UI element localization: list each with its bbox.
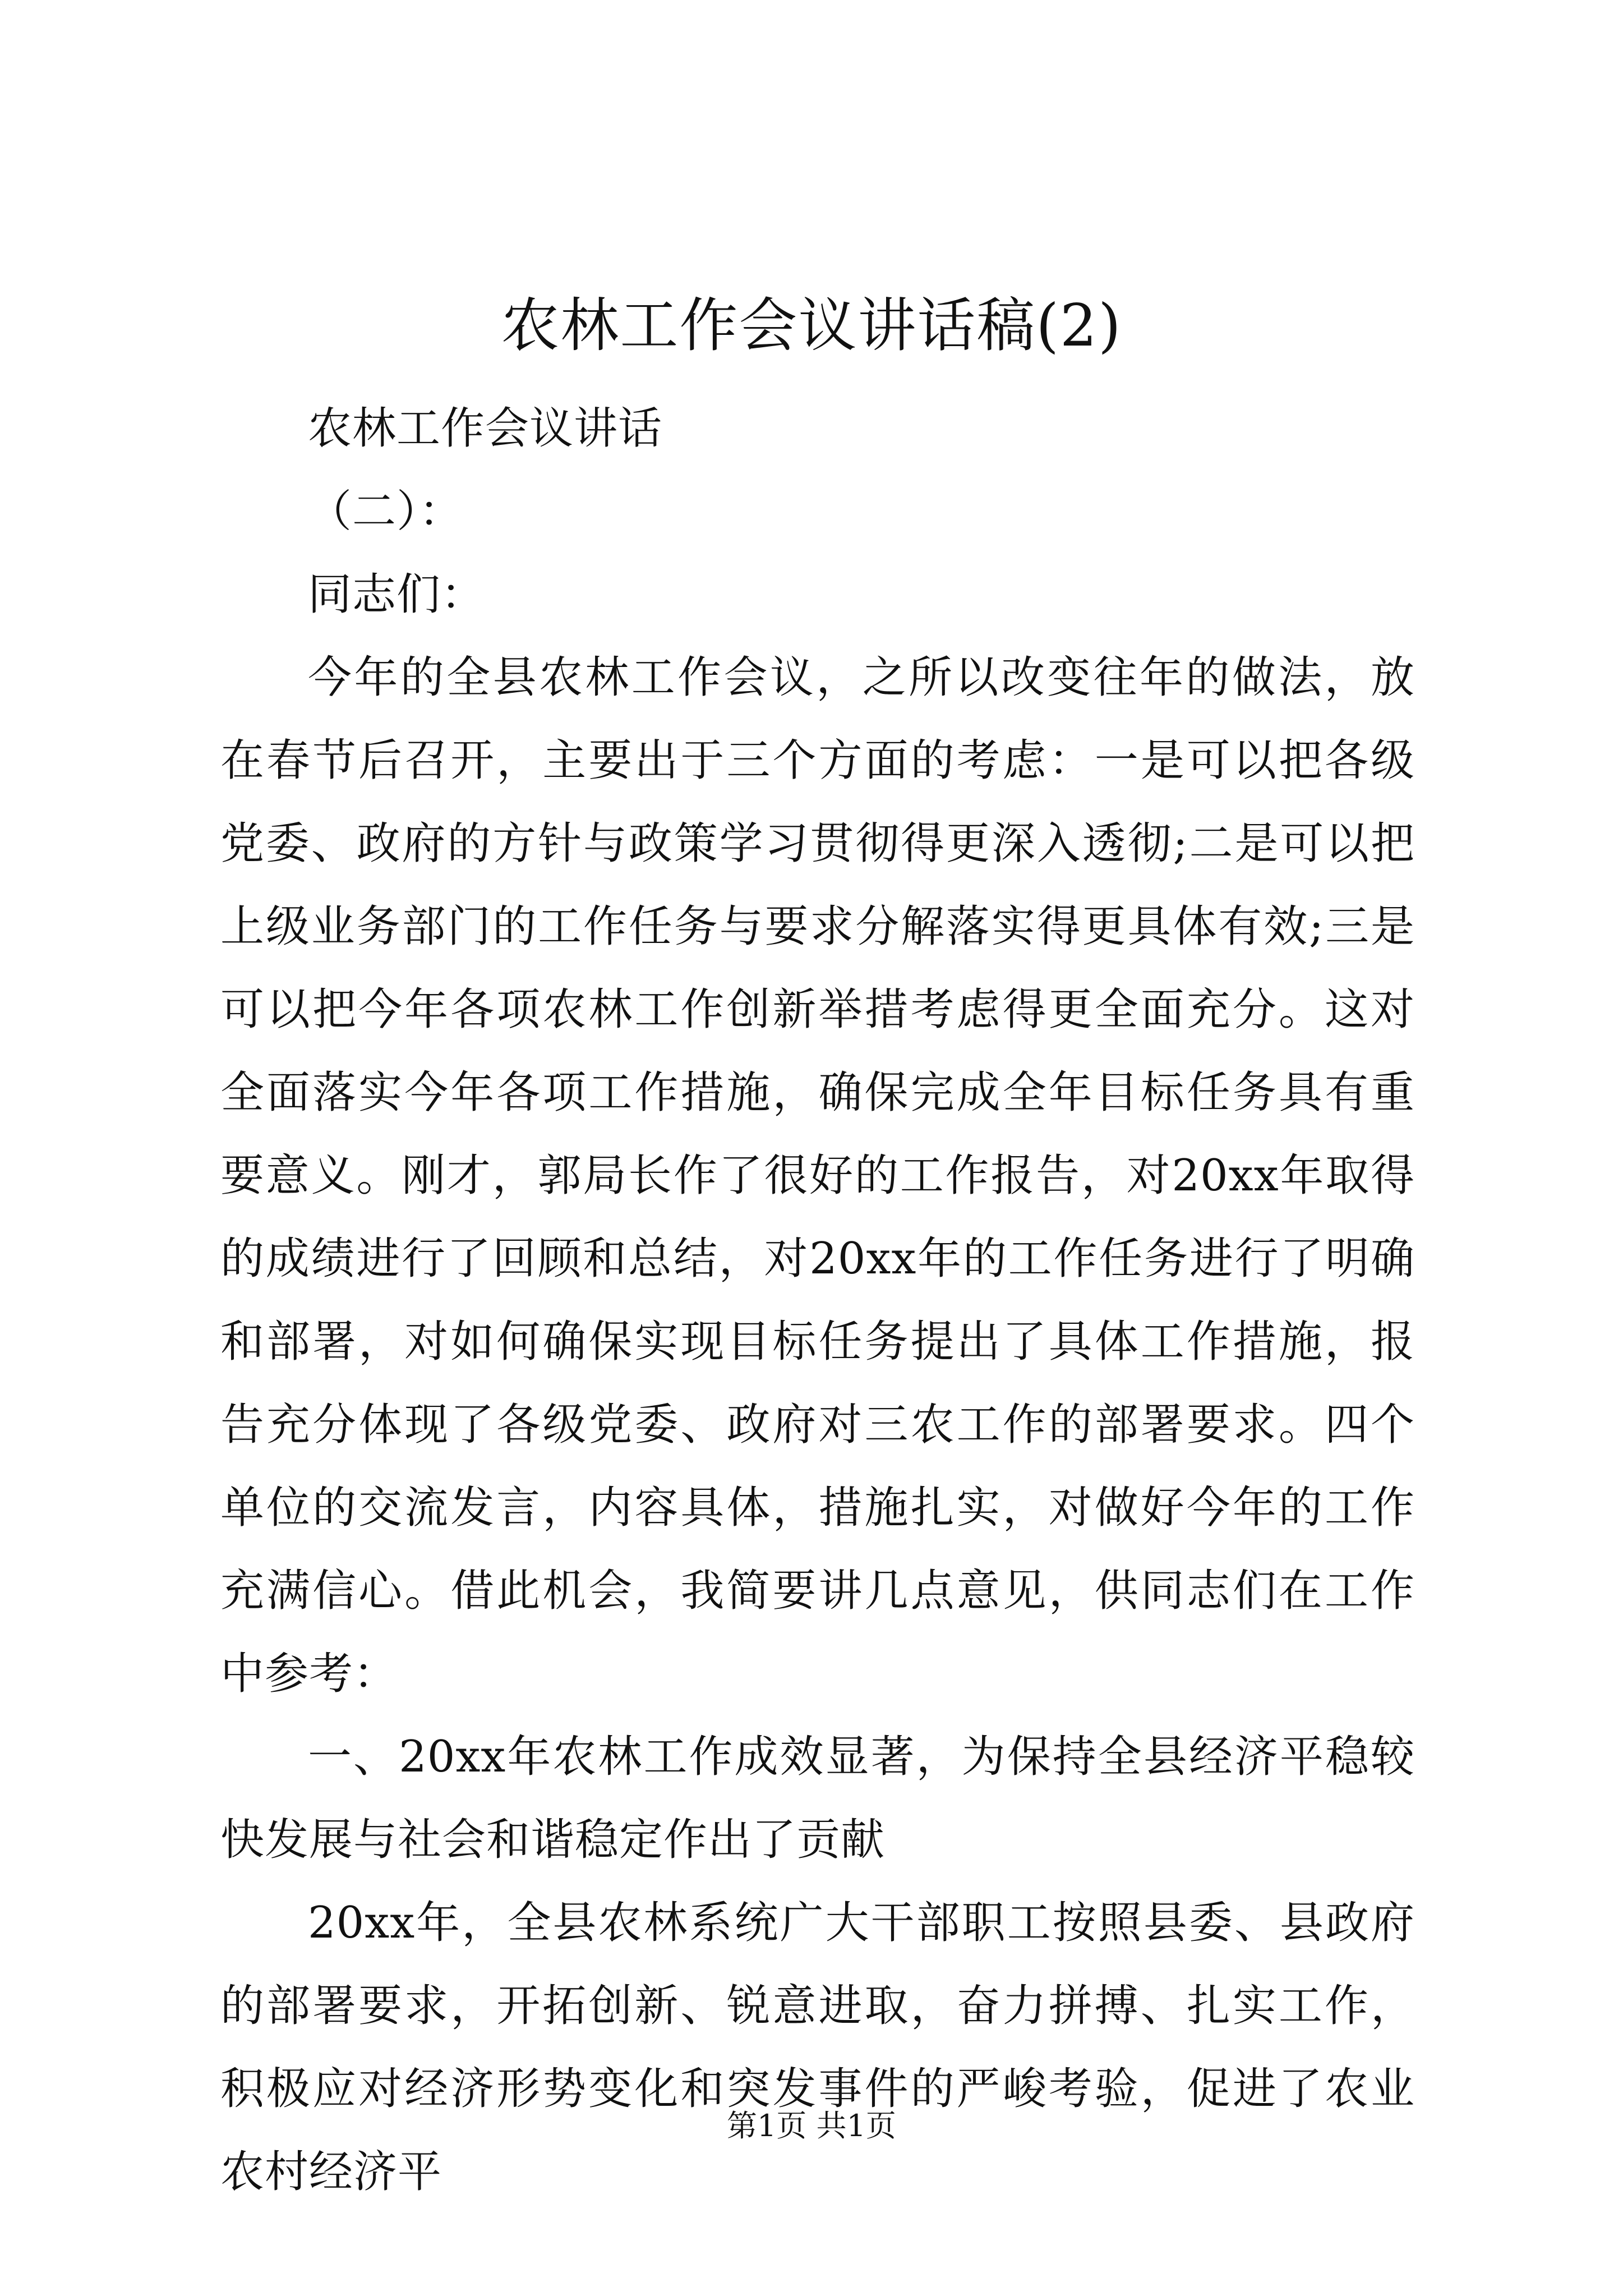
paragraph-section-body: 20xx年，全县农林系统广大干部职工按照县委、县政府的部署要求，开拓创新、锐意进取，奋力拼搏、扎实工作，积极应对经济形势变化和突发事件的严峻考验，促进了农业农村经济平 — [220, 1898, 1415, 2197]
paragraph-section-number: （二）： — [308, 486, 464, 537]
document-body — [220, 387, 1415, 2214]
paragraph-salutation: 同志们： — [308, 569, 486, 620]
paragraph-subtitle: 农林工作会议讲话 — [308, 403, 663, 454]
document-title: 农林工作会议讲话稿(2) — [501, 291, 1122, 360]
paragraph-section-heading: 一、20xx年农林工作成效显著，为保持全县经济平稳较快发展与社会和谐稳定作出了贡献 — [220, 1732, 1415, 1865]
page-footer: 第1页 共1页 — [727, 2108, 896, 2143]
paragraph-introduction: 今年的全县农林工作会议，之所以改变往年的做法，放在春节后召开，主要出于三个方面的考虑：一是可以把各级党委、政府的方针与政策学习贯彻得更深入透彻;二是可以把上级业务部门的工作任务与要求分解落实得更具体有效;三是可以把今年各项农林工作创新举措考虑得更全面充分。这对全面落实今年各项工作措施，确保完成全年目标任务具有重要意义。刚才，郭局长作了很好的工作报告，对20xx年取得的成绩进行了回顾和总结，对20xx年的工作任务进行了明确和部署，对如何确保实现目标任务提出了具体工作措施，报告充分体现了各级党委、政府对三农工作的部署要求。四个单位的交流发言，内容具体，措施扎实，对做好今年的工作充满信心。借此机会，我简要讲几点意见，供同志们在工作中参考： — [220, 652, 1415, 1699]
